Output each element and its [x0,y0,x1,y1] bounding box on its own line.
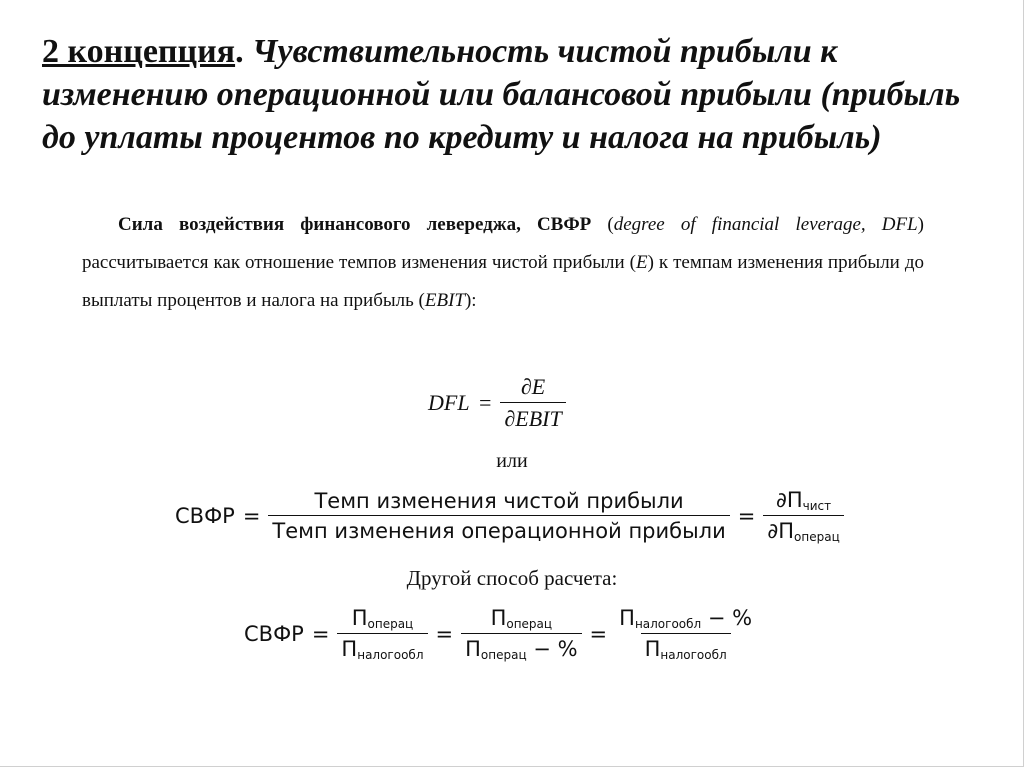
formula-svfr-alternative [244,606,756,662]
definition-bold: Сила воздействия финансового левереджа, СВФР [118,214,592,235]
alt-f2-den-tail: − % [526,637,578,661]
formula-svfr-text-denominator: Темп изменения операционной прибыли [268,515,729,543]
formula-svfr-equals-2: = [737,504,756,528]
formula-svfr-text-fraction [268,489,729,543]
title-number: 2 концепция [42,33,236,70]
paragraph-symbol-ebit: EBIT [424,290,465,311]
alt-f1-num-sub: операц [367,617,414,631]
paragraph-text-1: ( [591,214,614,235]
alt-f3-num-p: П [619,606,635,630]
formula-dfl [428,374,566,432]
slide-title [42,30,992,159]
title-text: Чувствительность чистой прибыли к изменению операционной или балансовой прибыли (прибыль до уплаты процентов по кредиту и налога на прибыль) [42,33,961,156]
alt-f1-denominator [337,633,427,662]
other-method-caption: Другой способ расчета: [406,566,618,590]
paragraph-text-2: ) рассчитывается как отношение темпов изменения чистой прибыли ( [82,214,924,273]
formula-alt-fraction-3 [615,606,756,662]
formula-svfr-partial-fraction [763,488,843,544]
formula-svfr-lhs: СВФР [175,504,235,528]
alt-f1-numerator [348,606,418,633]
alt-f3-num-tail: − % [701,606,753,630]
alt-f2-den-p: П [465,637,481,661]
formula-alt-fraction-1 [337,606,427,662]
alt-f3-den-sub: налогообл [660,648,727,662]
or-text: или [496,450,528,472]
formula-alt-fraction-2 [461,606,581,662]
formula-svfr-equals-1: = [242,504,261,528]
alt-f3-denominator [641,633,731,662]
formula-alt-equals-2: = [435,622,454,646]
alt-f3-num-sub: налогообл [634,617,702,631]
alt-f1-den-p: П [341,637,358,661]
paragraph-symbol-e: E [635,252,648,273]
alt-f2-den-sub: операц [480,648,527,662]
partial-sub-operats: операц [794,530,840,544]
paragraph-text-4: ): [464,290,477,311]
formula-alt-lhs: СВФР [244,622,304,646]
alt-f2-denominator [461,633,581,662]
partial-p-den: ∂П [767,519,795,543]
formula-svfr-partial-denominator [763,515,843,544]
formula-alt-equals-1: = [311,622,330,646]
paragraph-text-3: ) к темпам изменения прибыли до выплаты процентов и налога на прибыль ( [82,252,924,311]
alt-f3-den-p: П [644,637,661,661]
formula-dfl-equals: = [477,390,493,415]
alt-f1-num-p: П [351,606,368,630]
formula-dfl-lhs: DFL [428,390,470,415]
title-dot: . [235,33,253,70]
alt-f1-den-sub: налогообл [357,648,424,662]
definition-paragraph [82,206,924,320]
alt-f2-numerator [487,606,557,633]
formula-alt-equals-3: = [589,622,608,646]
formula-dfl-fraction [500,374,565,432]
formula-dfl-numerator: ∂E [520,374,546,399]
alt-f2-num-p: П [490,606,507,630]
formula-dfl-denominator: ∂EBIT [500,402,565,432]
partial-p-num: ∂П [775,488,803,512]
paragraph-term-english: degree of financial leverage, DFL [613,214,918,235]
formula-svfr-partial-numerator [772,488,835,515]
formula-svfr-text-numerator: Темп изменения чистой прибыли [314,489,684,513]
alt-f3-numerator [615,606,756,633]
formula-svfr-ratio [175,488,844,544]
alt-f2-num-sub: операц [506,617,553,631]
partial-sub-chist: чист [802,499,832,513]
